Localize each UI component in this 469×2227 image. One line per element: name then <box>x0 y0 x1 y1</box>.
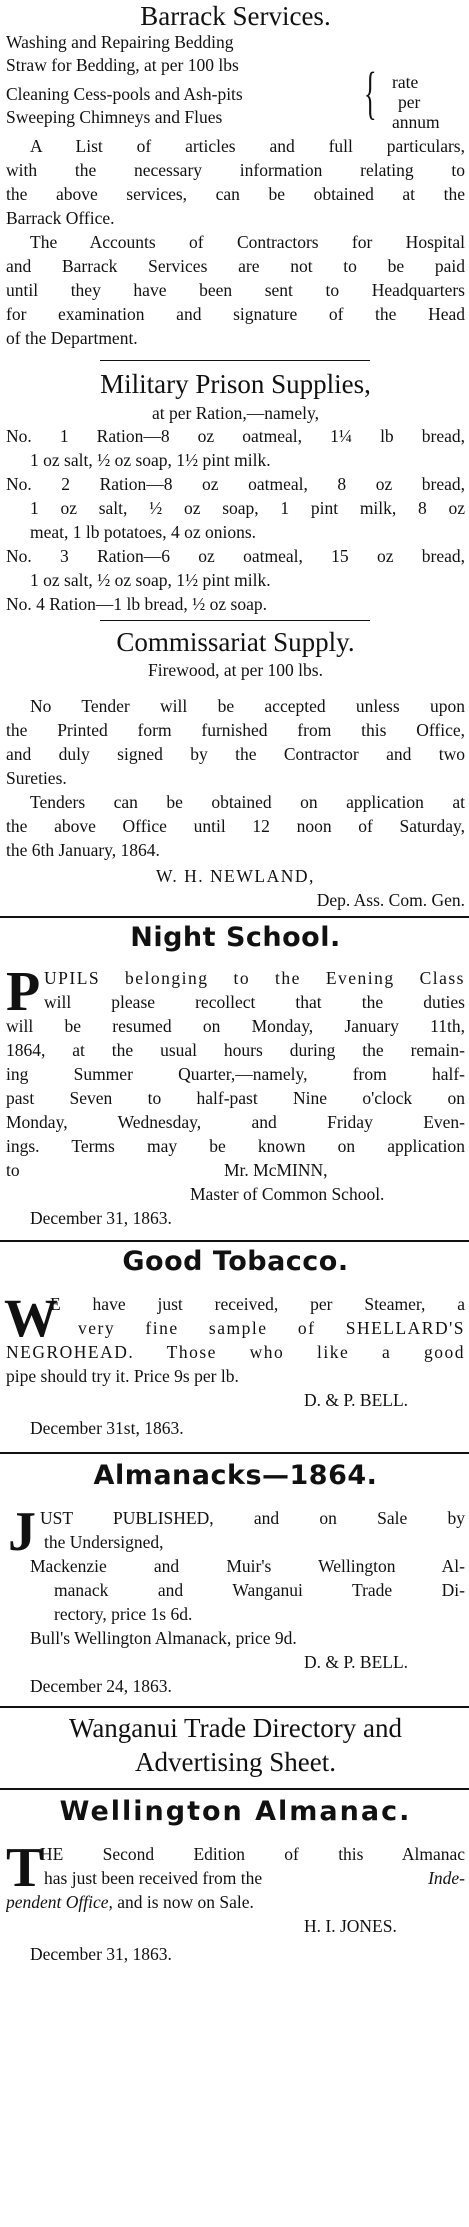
night-school-line: UPILS belonging to the Evening Class <box>44 968 465 988</box>
prison-title: Military Prison Supplies, <box>100 369 371 399</box>
wellington-line <box>44 1866 465 1890</box>
rate-word: rate <box>392 72 419 92</box>
night-school-line: ing Summer Quarter,—namely, from half- <box>6 1064 465 1084</box>
barrack-para2-line: The Accounts of Contractors for Hospital <box>30 232 465 252</box>
commissariat-para2-line: Tenders can be obtained on application at <box>30 792 465 812</box>
wellington-line-text: has just been received from the <box>44 1868 263 1888</box>
wanganui-title-line: Advertising Sheet. <box>135 1747 336 1777</box>
night-school-name-title: Master of Common School. <box>190 1184 385 1204</box>
night-school-line: past Seven to half-past Nine o'clock on <box>6 1088 465 1108</box>
wellington-line-italic: Inde- <box>428 1868 465 1888</box>
night-school-line: will please recollect that the duties <box>44 992 465 1012</box>
almanacks-line: Mackenzie and Muir's Wellington Al- <box>30 1556 465 1576</box>
dropcap: P <box>6 961 41 1023</box>
ration-line: 1 oz salt, ½ oz soap, 1 pint milk, 8 oz <box>30 498 465 518</box>
wellington-title: Wellington Almanac. <box>59 1796 412 1827</box>
barrack-para1-line: A List of articles and full particulars, <box>30 136 465 156</box>
divider <box>0 1452 469 1454</box>
wellington-line-text: and is now on Sale. <box>117 1892 254 1912</box>
barrack-para2-line: of the Department. <box>6 328 138 348</box>
commissariat-para1-line: the Printed form furnished from this Office, <box>6 720 465 740</box>
ration-line: meat, 1 lb potatoes, 4 oz onions. <box>30 522 257 542</box>
tobacco-line: NEGROHEAD. Those who like a good <box>6 1342 465 1362</box>
tobacco-line: pipe should try it. Price 9s per lb. <box>6 1366 239 1386</box>
commissariat-title: Commissariat Supply. <box>116 627 355 657</box>
divider <box>100 620 370 621</box>
dropcap: T <box>6 1837 44 1899</box>
ration-line: 1 oz salt, ½ oz soap, 1½ pint milk. <box>30 450 271 470</box>
dropcap: J <box>8 1501 36 1563</box>
barrack-para1-line: Barrack Office. <box>6 208 115 228</box>
night-school-date: December 31, 1863. <box>30 1208 172 1228</box>
wellington-line-italic: pendent Office, <box>6 1892 113 1912</box>
barrack-para2-line: and Barrack Services are not to be paid <box>6 256 465 276</box>
tobacco-signature: D. & P. BELL. <box>304 1390 409 1410</box>
tobacco-date: December 31st, 1863. <box>30 1418 184 1438</box>
commissariat-signature-title: Dep. Ass. Com. Gen. <box>316 890 465 910</box>
almanacks-line: manack and Wanganui Trade Di- <box>54 1580 465 1600</box>
almanacks-line: rectory, price 1s 6d. <box>54 1604 193 1624</box>
prison-subtitle: at per Ration,—namely, <box>151 403 319 423</box>
rate-word: per <box>398 92 421 112</box>
night-school-title: Night School. <box>130 922 341 953</box>
almanacks-line: UST PUBLISHED, and on Sale by <box>40 1508 465 1528</box>
night-school-line: will be resumed on Monday, January 11th, <box>6 1016 465 1036</box>
brace-mark: { <box>364 60 377 125</box>
rate-word: annum <box>392 112 440 132</box>
barrack-para2-line: until they have been sent to Headquarters <box>6 280 465 300</box>
almanacks-signature: D. & P. BELL. <box>304 1652 409 1672</box>
almanacks-line: Bull's Wellington Almanack, price 9d. <box>30 1628 297 1648</box>
commissariat-signature: W. H. NEWLAND, <box>156 866 315 886</box>
barrack-line: Sweeping Chimneys and Flues <box>6 107 223 127</box>
barrack-line: Washing and Repairing Bedding <box>6 32 234 52</box>
ration-line: No. 3 Ration—6 oz oatmeal, 15 oz bread, <box>6 546 465 566</box>
almanacks-title: Almanacks—1864. <box>93 1460 378 1491</box>
almanacks-line: the Undersigned, <box>44 1532 164 1552</box>
commissariat-para2-line: the above Office until 12 noon of Saturday, <box>6 816 465 836</box>
divider <box>0 1240 469 1242</box>
divider <box>0 1788 469 1790</box>
tobacco-line: E have just received, per Steamer, a <box>50 1294 465 1314</box>
divider <box>0 1706 469 1708</box>
commissariat-para1-line: and duly signed by the Contractor and two <box>6 744 465 764</box>
barrack-para1-line: the above services, can be obtained at the <box>6 184 465 204</box>
night-school-line: ings. Terms may be known on application <box>6 1136 465 1156</box>
night-school-line: 1864, at the usual hours during the remain- <box>6 1040 465 1060</box>
night-school-name: Mr. McMINN, <box>224 1160 328 1180</box>
ration-line: 1 oz salt, ½ oz soap, 1½ pint milk. <box>30 570 271 590</box>
ration-line: No. 1 Ration—8 oz oatmeal, 1¼ lb bread, <box>6 426 465 446</box>
night-school-to: to <box>6 1160 20 1180</box>
wellington-line: HE Second Edition of this Almanac <box>40 1844 465 1864</box>
commissariat-subtitle: Firewood, at per 100 lbs. <box>148 660 323 680</box>
night-school-line: Monday, Wednesday, and Friday Even- <box>6 1112 465 1132</box>
almanacks-date: December 24, 1863. <box>30 1676 172 1696</box>
tobacco-line: very fine sample of SHELLARD'S <box>78 1318 465 1338</box>
barrack-title: Barrack Services. <box>140 1 331 31</box>
divider <box>0 916 469 918</box>
barrack-para1-line: with the necessary information relating to <box>6 160 465 180</box>
wellington-signature: H. I. JONES. <box>304 1916 397 1936</box>
commissariat-para1-line: No Tender will be accepted unless upon <box>30 696 465 716</box>
dropcap: W <box>4 1288 58 1348</box>
wanganui-title-line: Wanganui Trade Directory and <box>69 1713 402 1743</box>
wellington-line <box>6 1890 465 1914</box>
divider <box>100 360 370 361</box>
ration-line: No. 2 Ration—8 oz oatmeal, 8 oz bread, <box>6 474 465 494</box>
barrack-line: Cleaning Cess-pools and Ash-pits <box>6 84 243 104</box>
commissariat-para1-line: Sureties. <box>6 768 67 788</box>
wellington-date: December 31, 1863. <box>30 1944 172 1964</box>
barrack-para2-line: for examination and signature of the Head <box>6 304 465 324</box>
tobacco-title: Good Tobacco. <box>122 1246 349 1277</box>
commissariat-para2-line: the 6th January, 1864. <box>6 840 160 860</box>
barrack-line: Straw for Bedding, at per 100 lbs <box>6 55 239 75</box>
ration-line: No. 4 Ration—1 lb bread, ½ oz soap. <box>6 594 267 614</box>
